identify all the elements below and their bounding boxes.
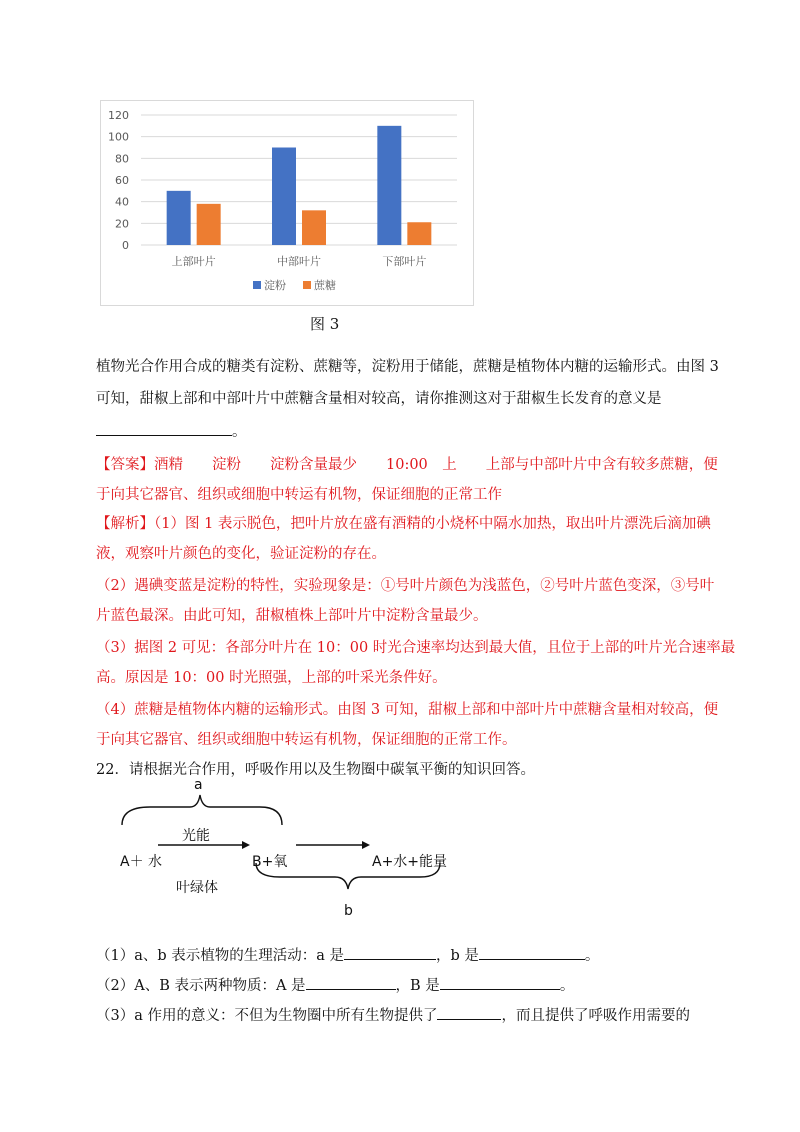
blank-b[interactable] (479, 945, 585, 960)
question-line-3 (96, 421, 710, 442)
y-tick-label: 0 (122, 239, 129, 252)
blank-B[interactable] (440, 975, 560, 990)
analysis-p1-line-1: 【解析】（1）图 1 表示脱色，把叶片放在盛有酒精的小烧杯中隔水加热，取出叶片漂洗后滴加碘 (96, 516, 711, 532)
analysis-p4-line-2: 于向其它器官、组织或细胞中转运有机物，保证细胞的正常工作。 (96, 732, 517, 748)
bar-淀粉-上部叶片 (167, 191, 191, 245)
analysis-p2-line-2: 片蓝色最深。由此可知，甜椒植株上部叶片中淀粉含量最少。 (96, 608, 488, 624)
x-tick-label: 上部叶片 (171, 255, 216, 268)
question-line-3-end: 。 (232, 424, 247, 440)
x-tick-label: 中部叶片 (277, 255, 321, 268)
photosynthesis-diagram (110, 777, 470, 925)
label-b: b (344, 903, 353, 919)
bar-蔗糖-中部叶片 (302, 210, 326, 245)
label-chlorophyll: 叶绿体 (176, 880, 218, 896)
y-tick-label: 20 (115, 217, 129, 231)
y-tick-label: 60 (115, 174, 129, 187)
analysis-p2-line-1: （2）遇碘变蓝是淀粉的特性，实验现象是：①号叶片颜色为浅蓝色，②号叶片蓝色变深，③号叶 (96, 578, 715, 594)
bar-淀粉-下部叶片 (377, 126, 401, 245)
label-a: a (194, 777, 203, 793)
blank-provide[interactable] (437, 1005, 501, 1020)
analysis-p1-line-2: 液，观察叶片颜色的变化，验证淀粉的存在。 (96, 546, 386, 562)
legend-swatch (253, 281, 261, 289)
q22-sub3: （3）a 作用的意义：不但为生物圈中所有生物提供了 ，而且提供了呼吸作用需要的 (96, 1005, 710, 1026)
blank-a[interactable] (344, 945, 436, 960)
bar-淀粉-中部叶片 (272, 148, 296, 246)
legend-swatch (303, 281, 311, 289)
y-tick-label: 100 (108, 130, 129, 144)
question-line-1: 植物光合作用合成的糖类有淀粉、蔗糖等，淀粉用于储能，蔗糖是植物体内糖的运输形式。由图 3 (96, 359, 719, 375)
chart-canvas (101, 101, 473, 305)
analysis-p3-line-1: （3）据图 2 可见：各部分叶片在 10：00 时光合速率均达到最大值，且位于上部的叶片光合速率最 (96, 640, 736, 656)
answer-blank[interactable] (96, 421, 232, 436)
q22-sub2: （2）A、B 表示两种物质：A 是 ，B 是 。 (96, 975, 710, 996)
y-tick-label: 120 (108, 109, 129, 122)
legend-label: 蔗糖 (314, 279, 336, 292)
bar-蔗糖-上部叶片 (197, 204, 221, 245)
analysis-p4-line-1: （4）蔗糖是植物体内糖的运输形式。由图 3 可知，甜椒上部和中部叶片中蔗糖含量相对较高，便 (96, 702, 719, 718)
question-line-2: 可知，甜椒上部和中部叶片中蔗糖含量相对较高，请你推测这对于甜椒生长发育的意义是 (96, 391, 662, 407)
q22-sub1: （1）a、b 表示植物的生理活动：a 是 ，b 是 。 (96, 945, 710, 966)
x-tick-label: 下部叶片 (382, 255, 427, 268)
label-middle: B+氧 (252, 854, 288, 870)
bar-chart (100, 100, 474, 306)
y-tick-label: 40 (115, 195, 129, 209)
blank-A[interactable] (306, 975, 396, 990)
q22-title: 22．请根据光合作用，呼吸作用以及生物圈中碳氧平衡的知识回答。 (96, 762, 535, 778)
y-tick-label: 80 (115, 152, 129, 166)
analysis-p3-line-2: 高。原因是 10：00 时光照强，上部的叶采光条件好。 (96, 670, 447, 686)
answer-line-2: 于向其它器官、组织或细胞中转运有机物，保证细胞的正常工作 (96, 487, 502, 503)
figure-caption: 图 3 (310, 315, 340, 333)
label-reactants: A＋ 水 (120, 854, 163, 870)
legend-label: 淀粉 (264, 279, 286, 292)
answer-line-1: 【答案】酒精 淀粉 淀粉含量最少 10:00 上 上部与中部叶片中含有较多蔗糖，便 (96, 457, 718, 473)
bar-蔗糖-下部叶片 (407, 222, 431, 245)
label-products: A+水+能量 (372, 854, 448, 870)
label-light: 光能 (182, 828, 210, 844)
